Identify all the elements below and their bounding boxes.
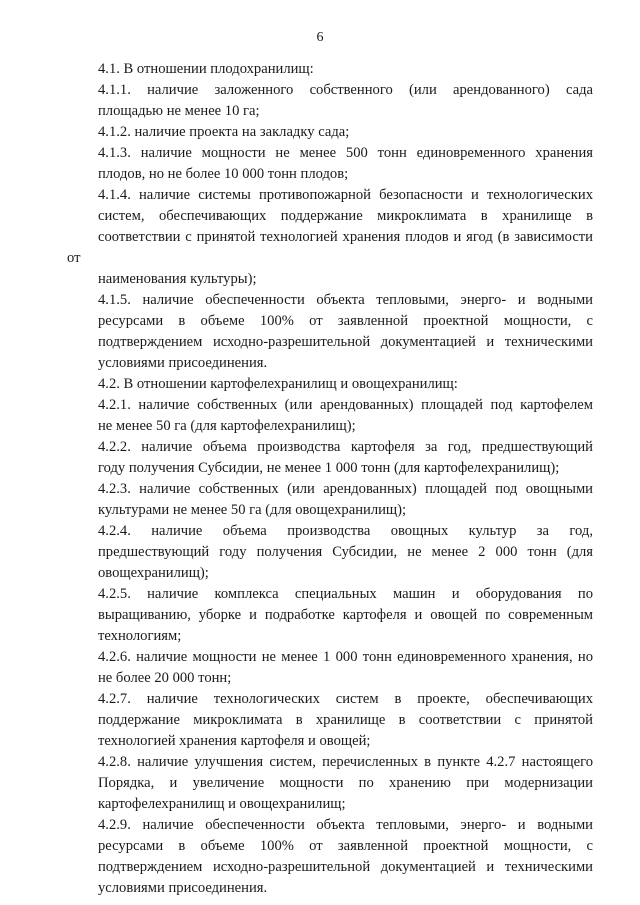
text-line: 4.1.4. наличие системы противопожарной безопасности и технологических: [98, 187, 593, 203]
text-line: условиями присоединения.: [98, 355, 268, 371]
paragraph-p4-1-1: [67, 80, 593, 122]
text-line: не более 20 000 тонн;: [98, 670, 232, 686]
text-line: Порядка, и увеличение мощности по хранению при модернизации: [98, 775, 593, 791]
text-line: 4.2.9. наличие обеспеченности объекта тепловыми, энерго- и водными: [98, 817, 593, 833]
text-line: подтверждением исходно-разрешительной документацией и техническими: [98, 334, 593, 350]
text-line: 4.2. В отношении картофелехранилищ и овощехранилищ:: [98, 376, 458, 392]
paragraph-p4-1-5: [67, 290, 593, 374]
paragraph-p4-1-3: [67, 143, 593, 185]
text-line: технологией хранения картофеля и овощей;: [98, 733, 371, 749]
text-line: 4.2.8. наличие улучшения систем, перечисленных в пункте 4.2.7 настоящего: [98, 754, 593, 770]
text-line: 4.2.3. наличие собственных (или арендованных) площадей под овощными: [98, 481, 593, 497]
paragraph-p4-2-3: [67, 479, 593, 521]
paragraph-p4-1: [67, 59, 593, 80]
paragraph-p4-2-6: [67, 647, 593, 689]
text-line: 4.1. В отношении плодохранилищ:: [98, 61, 314, 77]
text-line: ресурсами в объеме 100% от заявленной проектной мощности, с: [98, 313, 593, 329]
text-line: 4.2.1. наличие собственных (или арендованных) площадей под картофелем: [98, 397, 593, 413]
text-line: поддержание микроклимата в хранилище в соответствии с принятой: [98, 712, 593, 728]
text-line: 4.1.5. наличие обеспеченности объекта тепловыми, энерго- и водными: [98, 292, 593, 308]
paragraph-p4-1-2: [67, 122, 593, 143]
text-line: году получения Субсидии, не менее 1 000 тонн (для картофелехранилищ);: [98, 460, 560, 476]
paragraph-p4-2-2: [67, 437, 593, 479]
paragraph-p4-1-4: [67, 185, 593, 290]
text-line: 4.2.7. наличие технологических систем в проекте, обеспечивающих: [98, 691, 593, 707]
text-line: картофелехранилищ и овощехранилищ;: [98, 796, 346, 812]
paragraph-p4-2-5: [67, 584, 593, 647]
text-line: культурами не менее 50 га (для овощехранилищ);: [98, 502, 407, 518]
text-line: подтверждением исходно-разрешительной документацией и техническими: [98, 859, 593, 875]
paragraph-p4-2-1: [67, 395, 593, 437]
text-line: предшествующий году получения Субсидии, не менее 2 000 тонн (для: [98, 544, 593, 560]
text-line: плодов, но не более 10 000 тонн плодов;: [98, 166, 349, 182]
text-line: 4.1.2. наличие проекта на закладку сада;: [98, 124, 350, 140]
text-line: условиями присоединения.: [98, 880, 268, 896]
paragraph-p4-2-9: [67, 815, 593, 899]
paragraph-p4-2-7: [67, 689, 593, 752]
page-number: 6: [316, 30, 324, 45]
text-line: 4.2.4. наличие объема производства овощных культур за год,: [98, 523, 593, 539]
paragraph-p4-2-8: [67, 752, 593, 815]
text-line: технологиям;: [98, 628, 182, 644]
document-body: [67, 59, 593, 899]
text-line: выращиванию, уборке и подработке картофеля и овощей по современным: [98, 607, 593, 623]
text-line: 4.2.6. наличие мощности не менее 1 000 тонн единовременного хранения, но: [98, 649, 593, 665]
text-line: наименования культуры);: [98, 271, 257, 287]
text-line: не менее 50 га (для картофелехранилищ);: [98, 418, 356, 434]
text-line: площадью не менее 10 га;: [98, 103, 260, 119]
paragraph-p4-2: [67, 374, 593, 395]
text-line: ресурсами в объеме 100% от заявленной проектной мощности, с: [98, 838, 593, 854]
text-line: 4.2.2. наличие объема производства картофеля за год, предшествующий: [98, 439, 593, 455]
text-line: соответствии с принятой технологией хранения плодов и ягод (в зависимости от: [67, 229, 593, 266]
text-line: овощехранилищ);: [98, 565, 209, 581]
text-line: 4.1.3. наличие мощности не менее 500 тонн единовременного хранения: [98, 145, 593, 161]
text-line: систем, обеспечивающих поддержание микроклимата в хранилище в: [98, 208, 593, 224]
text-line: 4.1.1. наличие заложенного собственного (или арендованного) сада: [98, 82, 593, 98]
text-line: 4.2.5. наличие комплекса специальных машин и оборудования по: [98, 586, 593, 602]
paragraph-p4-2-4: [67, 521, 593, 584]
